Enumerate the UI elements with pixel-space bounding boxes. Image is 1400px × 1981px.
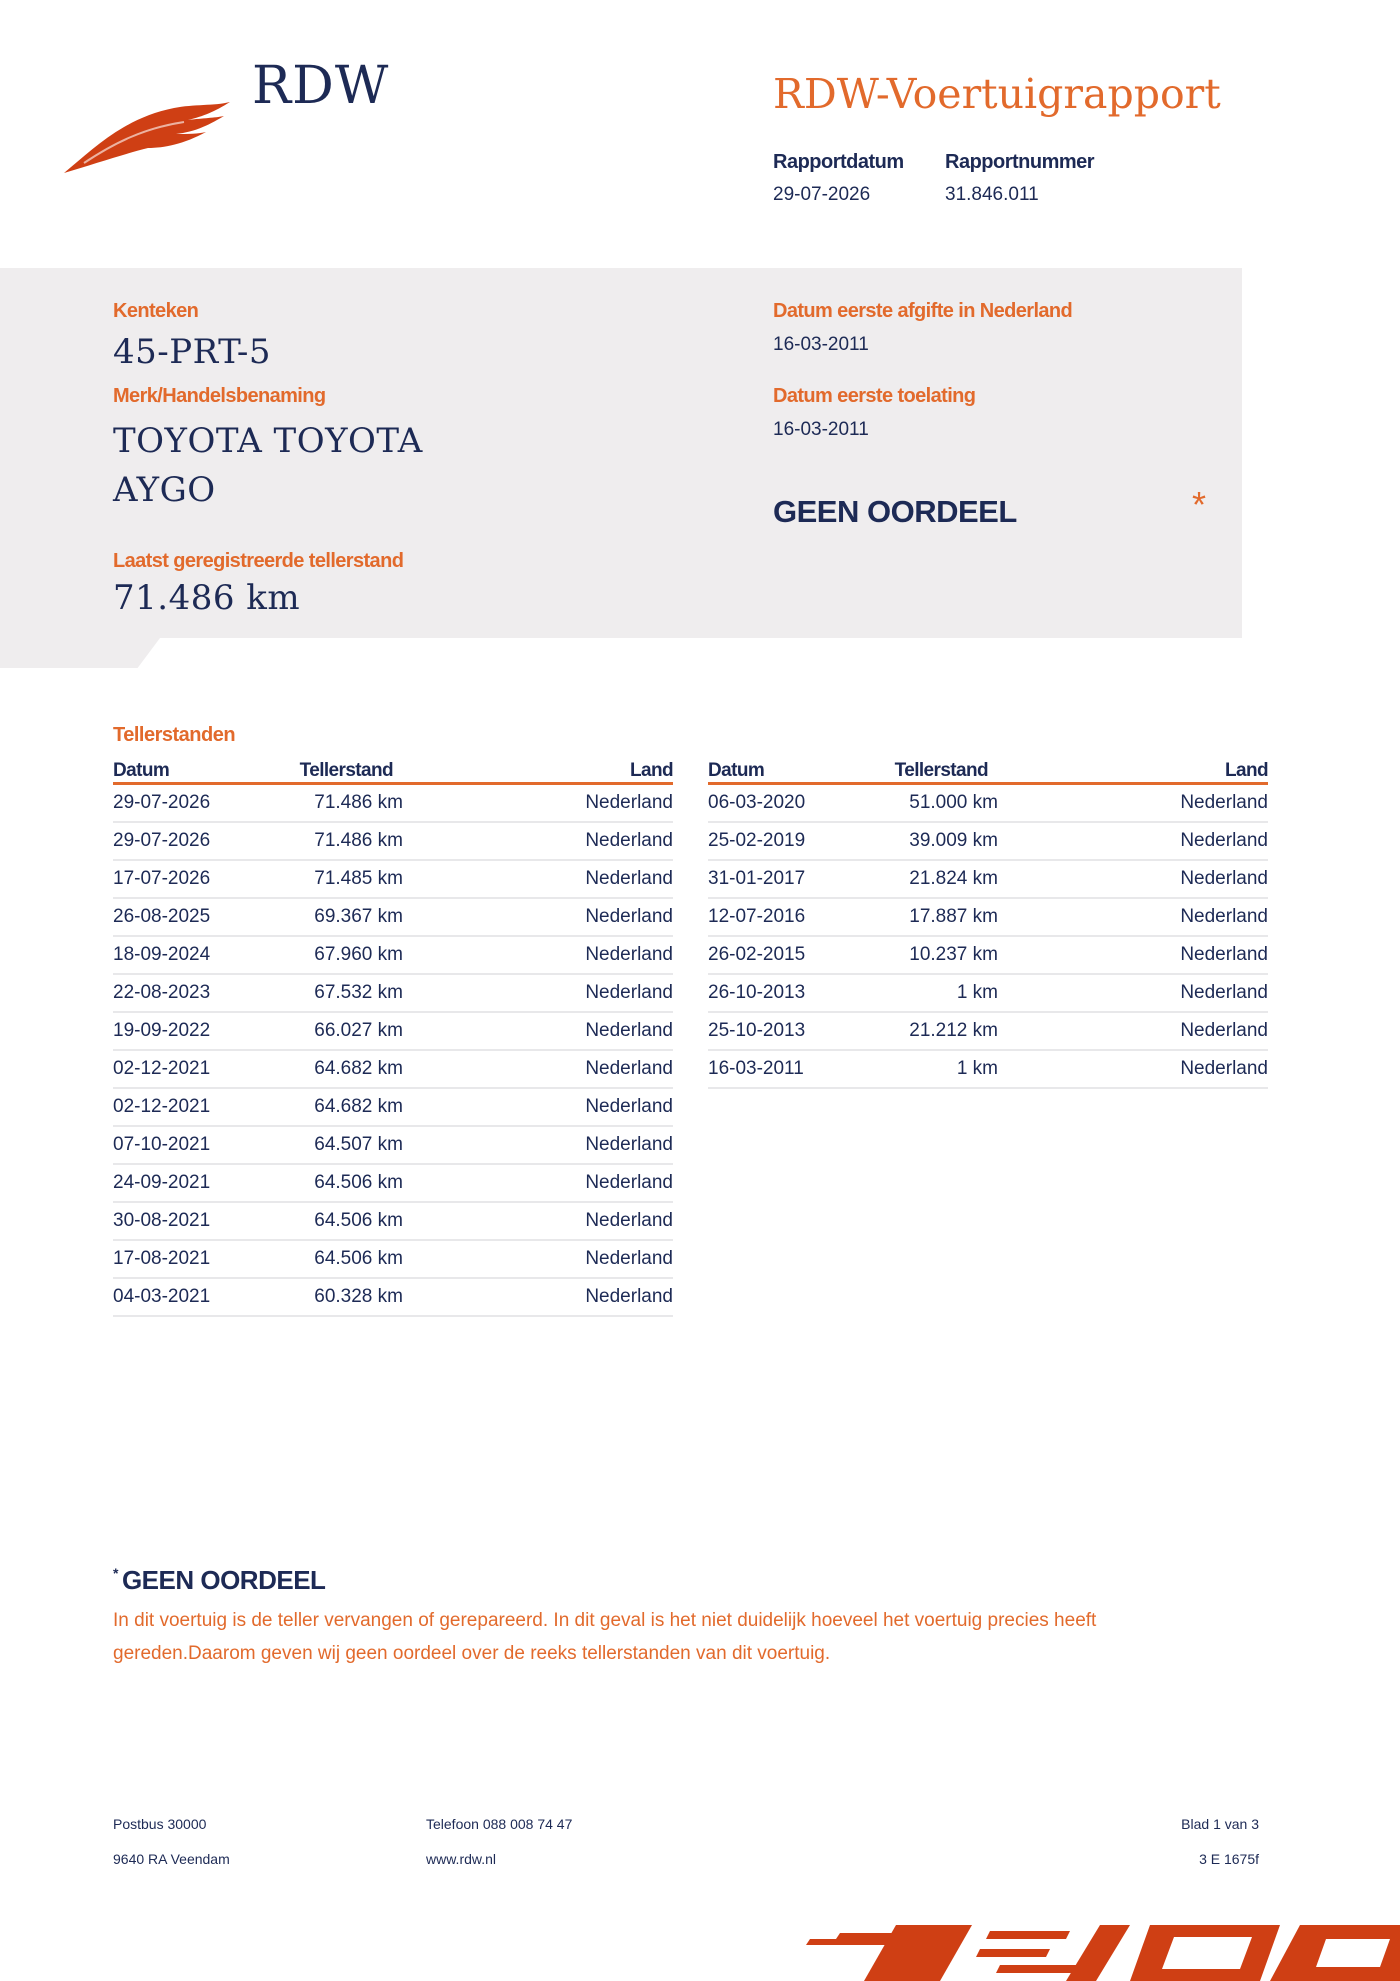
table-row [113,861,673,899]
reading-date: 07-10-2021 [113,1134,211,1155]
reading-date: 02-12-2021 [113,1058,211,1079]
reading-date: 29-07-2026 [113,792,211,813]
odometer-label: Laatst geregistreerde tellerstand [113,550,404,572]
make-label: Merk/Handelsbenaming [113,385,326,407]
table-row [113,823,673,861]
reading-km: 1 km [956,982,998,1003]
reading-country: Nederland [1180,906,1268,927]
column-header-km: Tellerstand [894,760,988,781]
reading-km: 66.027 km [314,1020,403,1041]
reading-date: 24-09-2021 [113,1172,211,1193]
reading-date: 26-08-2025 [113,906,211,927]
reading-date: 25-02-2019 [708,830,806,851]
reading-country: Nederland [585,1134,673,1155]
column-header-country: Land [1225,760,1268,781]
reading-country: Nederland [585,1096,673,1117]
reading-country: Nederland [585,830,673,851]
reading-date: 25-10-2013 [708,1020,806,1041]
readings-title: Tellerstanden [113,724,236,746]
reading-km: 64.506 km [314,1210,403,1231]
reading-country: Nederland [1180,830,1268,851]
rdw-logo-icon [64,88,234,178]
table-row [708,1051,1268,1089]
make-value-line2: AYGO [113,470,216,510]
footer-city: 9640 RA Veendam [113,1851,230,1867]
reading-date: 19-09-2022 [113,1020,211,1041]
first-admission-label: Datum eerste toelating [773,385,976,407]
reading-km: 71.485 km [314,868,403,889]
reading-country: Nederland [585,1058,673,1079]
table-header [113,756,673,785]
reading-date: 18-09-2024 [113,944,211,965]
table-row [113,899,673,937]
reading-date: 06-03-2020 [708,792,806,813]
reading-km: 39.009 km [909,830,998,851]
reading-date: 02-12-2021 [113,1096,211,1117]
footer-page-number: Blad 1 van 3 [1181,1816,1259,1832]
reading-country: Nederland [1180,982,1268,1003]
plate-value: 45-PRT-5 [113,332,272,372]
reading-country: Nederland [1180,792,1268,813]
footnote-text: In dit voertuig is de teller vervangen of gerepareerd. In dit geval is het niet duidelijk hoeveel het voertuig precies heeft gereden.Daarom geven wij geen oordeel over de reeks tellerstanden van dit voertuig. [113,1610,1097,1664]
table-row [113,1241,673,1279]
reading-km: 64.506 km [314,1248,403,1269]
verdict-footnote-marker: * [1192,484,1207,525]
report-number-label: Rapportnummer [945,151,1095,173]
table-body [113,785,673,1317]
table-body [708,785,1268,1089]
table-row [113,1051,673,1089]
reading-country: Nederland [585,944,673,965]
reading-date: 16-03-2011 [708,1058,804,1079]
plate-label: Kenteken [113,300,199,322]
reading-km: 64.507 km [314,1134,403,1155]
table-row [708,1013,1268,1051]
reading-km: 64.682 km [314,1096,403,1117]
table-row [113,1013,673,1051]
reading-km: 60.328 km [314,1286,403,1307]
footer-phone: Telefoon 088 008 74 47 [426,1816,573,1832]
reading-date: 12-07-2016 [708,906,806,927]
report-date: 29-07-2026 [773,184,871,205]
first-admission-value: 16-03-2011 [773,419,869,440]
table-row [708,823,1268,861]
reading-country: Nederland [1180,1020,1268,1041]
column-header-date: Datum [708,760,765,781]
table-row [113,785,673,823]
table-row [113,1165,673,1203]
reading-km: 21.212 km [909,1020,998,1041]
reading-km: 17.887 km [909,906,998,927]
table-row [113,975,673,1013]
report-date-label: Rapportdatum [773,151,904,173]
reading-km: 1 km [956,1058,998,1079]
table-row [708,785,1268,823]
reading-date: 22-08-2023 [113,982,211,1003]
column-header-km: Tellerstand [299,760,393,781]
reading-km: 10.237 km [909,944,998,965]
reading-date: 17-08-2021 [113,1248,211,1269]
table-header [708,756,1268,785]
reading-km: 64.506 km [314,1172,403,1193]
reading-km: 71.486 km [314,830,403,851]
table-row [708,937,1268,975]
readings-table-left [113,756,673,1317]
reading-km: 69.367 km [314,906,403,927]
readings-table-right [708,756,1268,1089]
footnote-title [113,1565,325,1596]
footer-po-box: Postbus 30000 [113,1816,207,1832]
verdict-text: GEEN OORDEEL [773,494,1017,529]
reading-country: Nederland [585,1248,673,1269]
reading-country: Nederland [585,1286,673,1307]
odometer-value: 71.486 km [113,578,301,618]
reading-country: Nederland [585,906,673,927]
reading-date: 30-08-2021 [113,1210,211,1231]
reading-country: Nederland [1180,944,1268,965]
column-header-date: Datum [113,760,170,781]
reading-date: 29-07-2026 [113,830,211,851]
reading-date: 17-07-2026 [113,868,211,889]
reading-country: Nederland [1180,1058,1268,1079]
column-header-country: Land [630,760,673,781]
reading-km: 71.486 km [314,792,403,813]
first-issue-label: Datum eerste afgifte in Nederland [773,300,1073,322]
table-row [113,1127,673,1165]
table-row [113,1089,673,1127]
footer-document-code: 3 E 1675f [1199,1851,1259,1867]
table-row [708,899,1268,937]
footnote-title-text: GEEN OORDEEL [121,1565,326,1595]
reading-country: Nederland [585,1210,673,1231]
reading-date: 04-03-2021 [113,1286,211,1307]
vehicle-summary-panel-tab [0,638,160,668]
reading-km: 67.532 km [314,982,403,1003]
reading-country: Nederland [1180,868,1268,889]
table-row [708,975,1268,1013]
reading-country: Nederland [585,868,673,889]
reading-date: 26-02-2015 [708,944,806,965]
reading-country: Nederland [585,982,673,1003]
report-title: RDW-Voertuigrapport [773,70,1221,118]
reading-country: Nederland [585,792,673,813]
brand-name: RDW [252,56,390,116]
table-row [113,1279,673,1317]
footnote-marker: * [113,1565,118,1581]
make-value-line1: TOYOTA TOYOTA [113,421,423,461]
reading-km: 21.824 km [909,868,998,889]
decorative-stripes-icon [800,1925,1400,1981]
reading-country: Nederland [585,1020,673,1041]
reading-km: 51.000 km [909,792,998,813]
table-row [708,861,1268,899]
first-issue-value: 16-03-2011 [773,334,869,355]
table-row [113,1203,673,1241]
reading-km: 67.960 km [314,944,403,965]
reading-country: Nederland [585,1172,673,1193]
report-number: 31.846.011 [945,184,1039,205]
footer-website[interactable]: www.rdw.nl [426,1851,497,1867]
reading-date: 26-10-2013 [708,982,806,1003]
reading-km: 64.682 km [314,1058,403,1079]
table-row [113,937,673,975]
reading-date: 31-01-2017 [708,868,806,889]
